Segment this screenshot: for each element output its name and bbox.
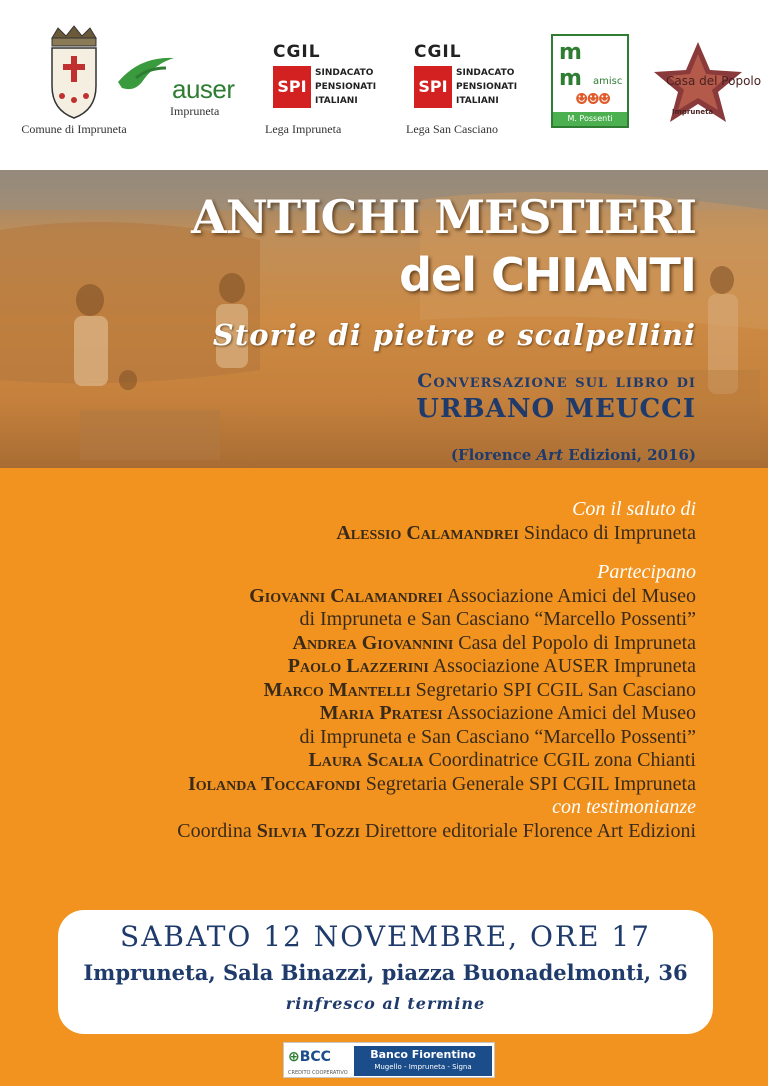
bcc-label: BCC	[299, 1049, 331, 1065]
person-name: Andrea Giovannini	[292, 631, 454, 654]
person-role: Sindaco di Impruneta	[523, 521, 696, 544]
casa-del-popolo-logo	[642, 40, 762, 124]
credits	[16, 498, 696, 843]
auser-caption: Impruneta	[170, 104, 220, 118]
event-date: SABATO 12 NOVEMBRE, ORE 17	[120, 920, 651, 953]
cgil-impruneta-logo	[265, 40, 391, 136]
person-name: Giovanni Calamandrei	[249, 584, 443, 607]
person-role: Direttore editoriale Florence Art Edizioni	[365, 819, 696, 842]
museum-mark-icon: m m	[559, 40, 582, 91]
sindacato-line: SINDACATO	[456, 68, 515, 78]
person-name: Iolanda Toccafondi	[187, 772, 361, 795]
coordinator-line	[16, 820, 696, 844]
spi-mark: SPI	[414, 66, 452, 108]
greeting-line	[16, 522, 696, 546]
person-role: Segretaria Generale SPI CGIL Impruneta	[365, 772, 696, 795]
event-details-box	[58, 910, 713, 1034]
publisher-em: Art	[536, 446, 564, 464]
spacer	[16, 545, 696, 561]
person-name: Marco Mantelli	[263, 678, 411, 701]
auser-brand: auser	[172, 74, 235, 104]
coordinator-prefix: Coordina	[177, 819, 252, 842]
spi-mark: SPI	[273, 66, 311, 108]
person-role: Associazione Amici del Museo	[446, 702, 696, 724]
conversation-label: Conversazione sul libro di	[417, 370, 696, 392]
bcc-mark	[288, 1048, 350, 1074]
subtitle: Storie di pietre e scalpellini	[212, 318, 696, 352]
person-role: Coordinatrice CGIL zona Chianti	[428, 749, 696, 771]
person-role: Associazione AUSER Impruneta	[432, 655, 696, 677]
popolo-footer: Impruneta	[672, 108, 714, 116]
sindacato-line: SINDACATO	[315, 68, 374, 78]
participant	[16, 632, 696, 656]
amici-footer: M. Possenti	[553, 112, 627, 126]
participant	[16, 773, 696, 797]
participant	[16, 655, 696, 679]
person-role: Associazione Amici del Museo	[446, 584, 696, 607]
publisher-pre: (Florence	[450, 446, 537, 464]
title-line-2: del CHIANTI	[399, 248, 696, 302]
publisher-line	[451, 446, 696, 464]
bcc-small: CREDITO COOPERATIVO	[288, 1070, 348, 1076]
popolo-label: Casa del Popolo	[666, 74, 762, 88]
person-name: Maria Pratesi	[319, 702, 443, 724]
cgil-wordmark: CGIL	[414, 42, 462, 62]
bank-towns: Mugello - Impruneta - Signa	[374, 1063, 472, 1071]
bcc-icon: ⊕	[288, 1049, 300, 1065]
testimony-intro: con testimonianze	[552, 796, 696, 818]
publisher-post: Edizioni, 2016)	[563, 446, 696, 464]
person-name: Laura Scalia	[308, 749, 424, 771]
italiani-line: ITALIANI	[456, 96, 499, 106]
comune-caption: Comune di Impruneta	[21, 122, 127, 136]
people-icon: ☻☻☻	[575, 90, 610, 108]
cgil-san-casciano-logo	[406, 40, 532, 136]
title-line-1: ANTICHI MESTIERI	[191, 190, 696, 244]
sindacato-text	[456, 66, 517, 108]
participant	[16, 702, 696, 726]
person-role-cont: di Impruneta e San Casciano “Marcello Possenti”	[299, 725, 696, 748]
header-photo	[0, 170, 768, 468]
person-name: Silvia Tozzi	[256, 819, 360, 842]
amici-label: amisc	[593, 76, 623, 87]
crest-icon	[44, 24, 104, 120]
pensionati-line: PENSIONATI	[315, 82, 377, 92]
cgil-san-casciano-caption: Lega San Casciano	[406, 122, 498, 136]
person-role: Casa del Popolo di Impruneta	[458, 631, 696, 654]
person-role-cont: di Impruneta e San Casciano “Marcello Possenti”	[299, 608, 696, 630]
cgil-wordmark: CGIL	[273, 42, 321, 62]
participant	[16, 749, 696, 773]
event-note: rinfresco al termine	[285, 994, 486, 1013]
header-text	[0, 170, 768, 468]
greeting-intro: Con il saluto di	[572, 498, 696, 520]
participant	[16, 679, 696, 703]
cgil-impruneta-caption: Lega Impruneta	[265, 122, 342, 136]
person-name: Alessio Calamandrei	[336, 521, 519, 544]
banco-fiorentino-block	[354, 1046, 492, 1076]
auser-logo	[112, 44, 260, 124]
auser-swoosh-icon	[114, 48, 178, 94]
amici-museo-logo	[551, 34, 629, 128]
sindacato-text	[315, 66, 376, 108]
logo-strip	[0, 0, 768, 160]
event-place: Impruneta, Sala Binazzi, piazza Buonadelmonti, 36	[83, 960, 688, 985]
person-name: Paolo Lazzerini	[287, 655, 429, 677]
participant	[16, 585, 696, 609]
participants-intro: Partecipano	[597, 561, 696, 583]
bank-name: Banco Fiorentino	[370, 1048, 476, 1061]
event-body	[0, 468, 768, 1086]
italiani-line: ITALIANI	[315, 96, 358, 106]
sponsor-logo	[283, 1042, 495, 1078]
author-name: URBANO MEUCCI	[416, 394, 696, 424]
person-role: Segretario SPI CGIL San Casciano	[415, 678, 696, 701]
pensionati-line: PENSIONATI	[456, 82, 518, 92]
